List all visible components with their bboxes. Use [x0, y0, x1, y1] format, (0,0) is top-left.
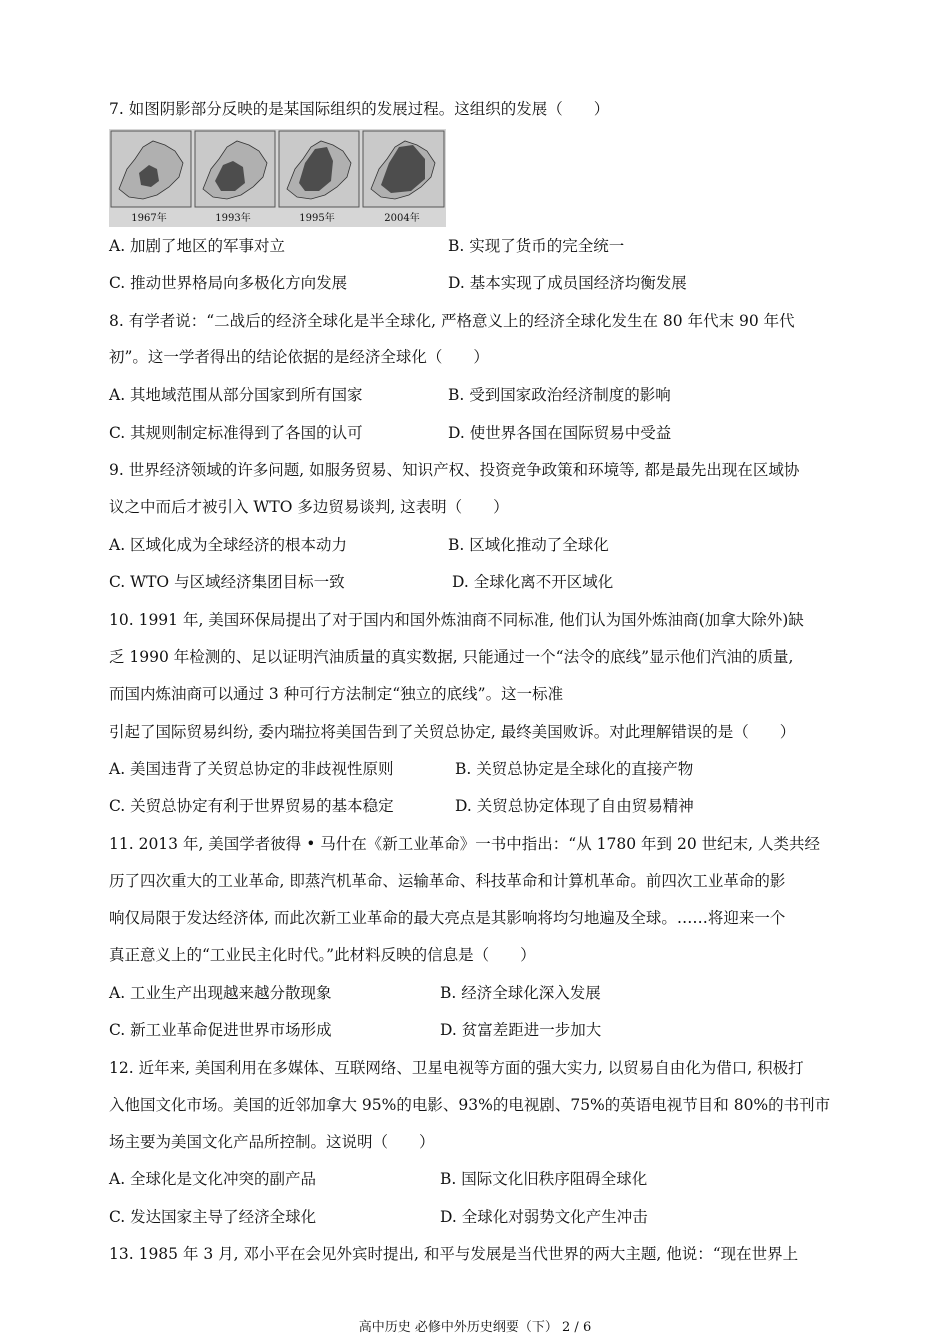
question-8-stem-line-1: 8. 有学者说：“二战后的经济全球化是半全球化, 严格意义上的经济全球化发生在 80 年代末 90 年代: [109, 312, 795, 330]
question-11-stem-line-1: 11. 2013 年, 美国学者彼得 • 马什在《新工业革命》一书中指出：“从 1780 年到 20 世纪末, 人类共经: [109, 835, 820, 853]
question-9-stem-line-1: 9. 世界经济领域的许多问题, 如服务贸易、知识产权、投资竞争政策和环境等, 都是最先出现在区域协: [109, 461, 800, 479]
q12-option-c: C. 发达国家主导了经济全球化: [109, 1208, 317, 1226]
q11-option-b: B. 经济全球化深入发展: [440, 984, 601, 1002]
question-12-stem-line-3: 场主要为美国文化产品所控制。这说明（ ）: [109, 1133, 435, 1151]
q10-option-b: B. 关贸总协定是全球化的直接产物: [455, 760, 694, 778]
q10-option-c: C. 关贸总协定有利于世界贸易的基本稳定: [109, 797, 394, 815]
map-panel-1993: [195, 131, 275, 207]
page-footer: 高中历史 必修中外历史纲要（下） 2 / 6: [358, 1320, 592, 1335]
q7-option-c: C. 推动世界格局向多极化方向发展: [109, 274, 348, 292]
q11-option-d: D. 贫富差距进一步加大: [440, 1021, 602, 1039]
q9-option-d: D. 全球化离不开区域化: [452, 573, 614, 591]
map-year-1993: 1993年: [215, 213, 251, 224]
question-9-stem-line-2: 议之中而后才被引入 WTO 多边贸易谈判, 这表明（ ）: [109, 498, 509, 516]
question-10-stem-line-2: 乏 1990 年检测的、足以证明汽油质量的真实数据, 只能通过一个“法令的底线”显示他们汽油的质量,: [109, 648, 794, 666]
map-panel-1967: [111, 131, 191, 207]
q9-option-b: B. 区域化推动了全球化: [448, 536, 609, 554]
question-12-stem-line-2: 入他国文化市场。美国的近邻加拿大 95%的电影、93%的电视剧、75%的英语电视节目和 80%的书刊市: [109, 1096, 831, 1114]
question-11-stem-line-2: 历了四次重大的工业革命, 即蒸汽机革命、运输革命、科技革命和计算机革命。前四次工业革命的影: [109, 872, 786, 890]
q10-option-a: A. 美国违背了关贸总协定的非歧视性原则: [109, 760, 394, 778]
q7-option-d: D. 基本实现了成员国经济均衡发展: [448, 274, 687, 292]
map-year-1967: 1967年: [131, 213, 167, 224]
q8-option-b: B. 受到国家政治经济制度的影响: [448, 386, 671, 404]
q11-option-c: C. 新工业革命促进世界市场形成: [109, 1021, 332, 1039]
question-10-stem-line-3: 而国内炼油商可以通过 3 种可行方法制定“独立的底线”。这一标准: [109, 685, 564, 703]
map-year-2004: 2004年: [384, 213, 420, 224]
q7-option-b: B. 实现了货币的完全统一: [448, 237, 625, 255]
question-11-stem-line-3: 响仅局限于发达经济体, 而此次新工业革命的最大亮点是其影响将均匀地遍及全球。……将迎来一个: [109, 909, 786, 927]
q7-option-a: A. 加剧了地区的军事对立: [109, 237, 286, 255]
q8-option-a: A. 其地域范围从部分国家到所有国家: [109, 386, 363, 404]
question-10-stem-line-1: 10. 1991 年, 美国环保局提出了对于国内和国外炼油商不同标准, 他们认为国外炼油商(加拿大除外)缺: [109, 611, 804, 629]
question-12-stem-line-1: 12. 近年来, 美国利用在多媒体、互联网络、卫星电视等方面的强大实力, 以贸易自由化为借口, 积极打: [109, 1059, 804, 1077]
q12-option-b: B. 国际文化旧秩序阻碍全球化: [440, 1170, 648, 1188]
question-8-stem-line-2: 初”。这一学者得出的结论依据的是经济全球化（ ）: [109, 348, 489, 366]
q12-option-d: D. 全球化对弱势文化产生冲击: [440, 1208, 648, 1226]
q9-option-c: C. WTO 与区域经济集团目标一致: [109, 573, 345, 591]
question-10-stem-line-4: 引起了国际贸易纠纷, 委内瑞拉将美国告到了关贸总协定, 最终美国败诉。对此理解错误的是（ ）: [109, 723, 796, 741]
q12-option-a: A. 全球化是文化冲突的副产品: [109, 1170, 317, 1188]
q8-option-d: D. 使世界各国在国际贸易中受益: [448, 424, 672, 442]
map-panel-2004: [363, 131, 444, 207]
q8-option-c: C. 其规则制定标准得到了各国的认可: [109, 424, 363, 442]
map-panel-1995: [279, 131, 359, 207]
map-year-1995: 1995年: [299, 213, 335, 224]
q9-option-a: A. 区域化成为全球经济的根本动力: [109, 536, 348, 554]
question-13-stem-line-1: 13. 1985 年 3 月, 邓小平在会见外宾时提出, 和平与发展是当代世界的两大主题, 他说：“现在世界上: [109, 1245, 799, 1263]
q10-option-d: D. 关贸总协定体现了自由贸易精神: [455, 797, 694, 815]
question-11-stem-line-4: 真正意义上的“工业民主化时代。”此材料反映的信息是（ ）: [109, 946, 536, 964]
eu-expansion-maps: [109, 129, 446, 227]
question-7-stem: 7. 如图阴影部分反映的是某国际组织的发展过程。这组织的发展（ ）: [109, 100, 610, 118]
q11-option-a: A. 工业生产出现越来越分散现象: [109, 984, 332, 1002]
